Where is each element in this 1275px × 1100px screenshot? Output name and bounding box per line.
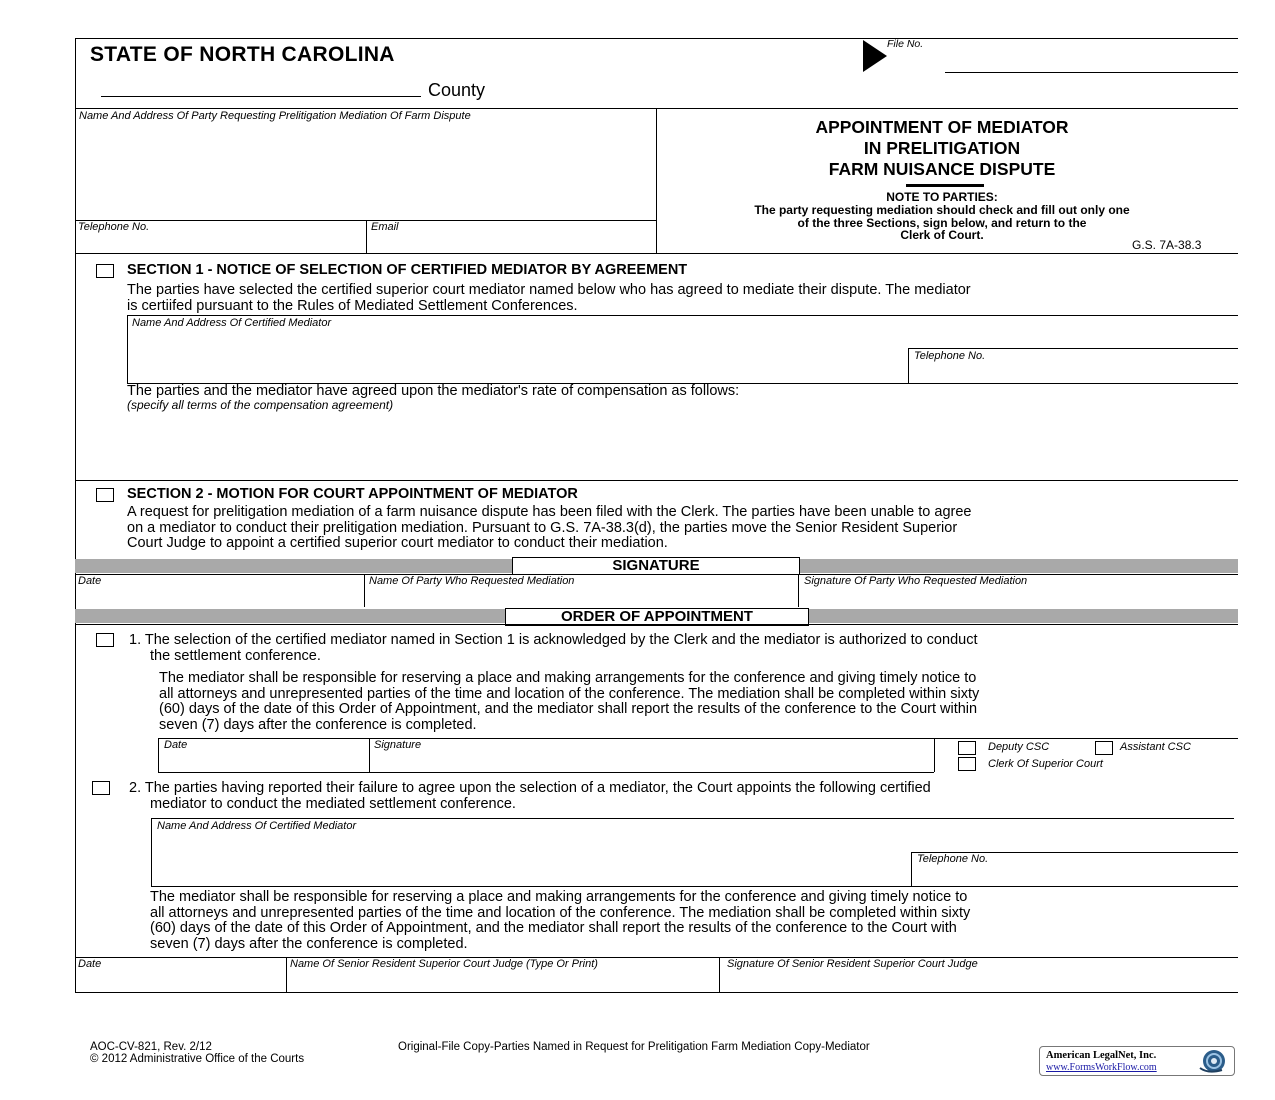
judge-date-input[interactable] [80,972,284,990]
section1-text-line2: is certiifed pursuant to the Rules of Mediated Settlement Conferences. [127,297,578,314]
s1-mediator-label: Name And Address Of Certified Mediator [132,317,332,329]
note-heading: NOTE TO PARTIES: [886,190,998,204]
sig-col1-divider [364,574,365,607]
s1-mediator-left [127,315,128,383]
deputy-csc-label: Deputy CSC [988,741,1050,753]
party-email-label: Email [371,221,399,233]
order-resp2-line2: all attorneys and unrepresented parties of the time and location of the conference. The mediation shall be completed within sixty [150,904,971,921]
judge-signature-input[interactable] [727,972,1237,990]
state-title: STATE OF NORTH CAROLINA [90,43,395,66]
s1-phone-top [908,348,1238,349]
party-phone-input[interactable] [80,234,364,252]
file-arrow-icon [862,39,888,73]
sig-date-label: Date [78,575,102,587]
o2-phone-input[interactable] [917,867,1237,885]
form-title-line2: IN PRELITIGATION [863,138,1021,158]
note-line3: Clerk of Court. [900,228,984,243]
order-item2-line2: mediator to conduct the mediated settlement conference. [150,795,516,812]
top-border [75,38,1238,39]
note-line1: The party requesting mediation should check and fill out only one [754,202,1130,217]
order-resp1 [159,671,1239,733]
order-band-bottom [75,624,1238,625]
judge-row-bottom [75,992,1238,993]
sig-signature-label: Signature Of Party Who Requested Mediation [804,575,1028,587]
s1-phone-left [908,348,909,383]
sig-date-input[interactable] [80,589,362,607]
party-name-label: Name And Address Of Party Requesting Prelitigation Mediation Of Farm Dispute [79,110,471,122]
s1-phone-input[interactable] [914,364,1238,382]
order-resp2-line3: (60) days of the date of this Order of Appointment, and the mediator shall report the results of the conference to the Court with [150,920,957,936]
s1-phone-label: Telephone No. [914,350,986,362]
clerk-sig-divider [934,738,935,772]
clerk-signature-input[interactable] [375,753,932,771]
clerk-row-top [158,738,1238,739]
o2-mediator-top [151,818,1234,819]
section2-text [127,505,1237,552]
judge-name-input[interactable] [291,972,717,990]
sig-name-input[interactable] [370,589,796,607]
section1-heading: SECTION 1 - NOTICE OF SELECTION OF CERTIFIED MEDIATOR BY AGREEMENT [127,262,688,278]
s1-comp-input[interactable] [127,414,1231,478]
section1-checkbox[interactable] [96,264,114,278]
note-line2: of the three Sections, sign below, and return to the [797,215,1087,230]
o2-mediator-left [151,818,152,886]
title-underline [906,184,984,187]
judge-date-label: Date [78,958,102,970]
file-no-input[interactable] [890,52,1239,72]
title-bottom-line [75,253,1238,254]
order-item2-text [129,781,1239,812]
phone-email-divider [366,220,367,253]
order-resp1-line3: (60) days of the date of this Order of Appointment, and the mediator shall report the results of the conference to the Court within [159,701,978,717]
judge-name-label: Name Of Senior Resident Superior Court Judge (Type Or Print) [290,958,598,970]
s1-comp-note: (specify all terms of the compensation agreement) [127,398,394,412]
section1-bottom-line [75,480,1238,481]
file-no-label: File No. [887,38,924,50]
o2-phone-left [911,852,912,886]
section2-heading: SECTION 2 - MOTION FOR COURT APPOINTMENT OF MEDIATOR [127,486,578,502]
party-phone-label: Telephone No. [78,221,150,233]
brand-badge[interactable] [1039,1046,1235,1076]
section2-text-line2: on a mediator to conduct their prelitigation mediation. Pursuant to G.S. 7A-38.3(d), the parties move the Senior Resident Superior [127,519,958,536]
clerk-date-divider [369,738,370,772]
s1-mediator-top [127,315,1238,316]
order-item2-line1: 2. The parties having reported their failure to agree upon the selection of a mediator, the Court appoints the following certified [129,780,931,796]
signature-row-top [75,574,1238,575]
globe-logo-icon [1196,1048,1230,1074]
judge-signature-label: Signature Of Senior Resident Superior Court Judge [727,958,978,970]
order-resp2-line1: The mediator shall be responsible for reserving a place and making arrangements for the conference and giving timely notice to [150,889,968,905]
order-item2-checkbox[interactable] [92,781,110,795]
signature-title: SIGNATURE [512,557,800,575]
clerk-sc-label: Clerk Of Superior Court [988,758,1103,770]
note-to-parties [656,191,1228,242]
sig-signature-input[interactable] [805,589,1237,607]
o2-mediator-bottom [151,886,1238,887]
county-input[interactable] [102,78,424,97]
order-item1-line2: the settlement conference. [150,647,321,664]
form-number: AOC-CV-821, Rev. 2/12 [90,1041,212,1053]
order-item1-line1: 1. The selection of the certified mediator named in Section 1 is acknowledged by the Clerk and the mediator is authorized to conduct [129,632,978,648]
party-name-input[interactable] [80,124,654,220]
assistant-csc-label: Assistant CSC [1120,741,1191,753]
clerk-date-input[interactable] [164,753,368,771]
order-item1-checkbox[interactable] [96,633,114,647]
order-resp1-line4: seven (7) days after the conference is completed. [159,716,477,733]
order-title: ORDER OF APPOINTMENT [505,608,809,626]
form-title [656,117,1228,180]
section2-checkbox[interactable] [96,488,114,502]
s1-mediator-input[interactable] [132,330,906,382]
copyright: © 2012 Administrative Office of the Courts [90,1053,305,1065]
left-border [75,38,76,993]
clerk-signature-label: Signature [374,739,422,751]
assistant-csc-checkbox[interactable] [1095,741,1113,755]
sig-col2-divider [798,574,799,607]
clerk-sc-checkbox[interactable] [958,757,976,771]
section1-text [127,283,1237,314]
order-resp2-line4: seven (7) days after the conference is completed. [150,935,468,952]
judge-date-divider [286,957,287,992]
order-item1-text [129,633,1239,664]
section2-text-line1: A request for prelitigation mediation of a farm nuisance dispute has been filed with the Clerk. The parties have been unable to agree [127,504,972,520]
statute-ref: G.S. 7A-38.3 [1132,238,1202,252]
clerk-row-bottom [158,772,934,773]
file-no-line [945,72,1238,73]
order-resp2 [150,890,1240,952]
sig-name-label: Name Of Party Who Requested Mediation [369,575,575,587]
judge-row-top [75,957,1238,958]
form-title-line3: FARM NUISANCE DISPUTE [828,159,1056,179]
order-resp1-line2: all attorneys and unrepresented parties of the time and location of the conference. The mediation shall be completed within sixty [159,685,980,702]
form-title-line1: APPOINTMENT OF MEDIATOR [815,117,1069,137]
o2-phone-label: Telephone No. [917,853,989,865]
deputy-csc-checkbox[interactable] [958,741,976,755]
brand-url[interactable]: www.FormsWorkFlow.com [1046,1062,1157,1073]
party-email-input[interactable] [372,234,656,252]
brand-name: American LegalNet, Inc. [1046,1050,1157,1061]
judge-name-divider [719,957,720,992]
distribution: Original-File Copy-Parties Named in Request for Prelitigation Farm Mediation Copy-Mediator [398,1041,870,1053]
s1-comp-text: The parties and the mediator have agreed upon the mediator's rate of compensation as follows: [127,383,740,399]
o2-mediator-input[interactable] [157,834,909,886]
section1-text-line1: The parties have selected the certified superior court mediator named below who has agreed to mediate their dispute. The mediator [127,282,971,298]
clerk-row-left [158,738,159,772]
county-label: County [428,80,486,100]
o2-mediator-label: Name And Address Of Certified Mediator [157,820,357,832]
order-resp1-line1: The mediator shall be responsible for reserving a place and making arrangements for the conference and giving timely notice to [159,670,977,686]
section2-text-line3: Court Judge to appoint a certified superior court mediator to conduct their mediation. [127,535,668,551]
clerk-date-label: Date [164,739,188,751]
